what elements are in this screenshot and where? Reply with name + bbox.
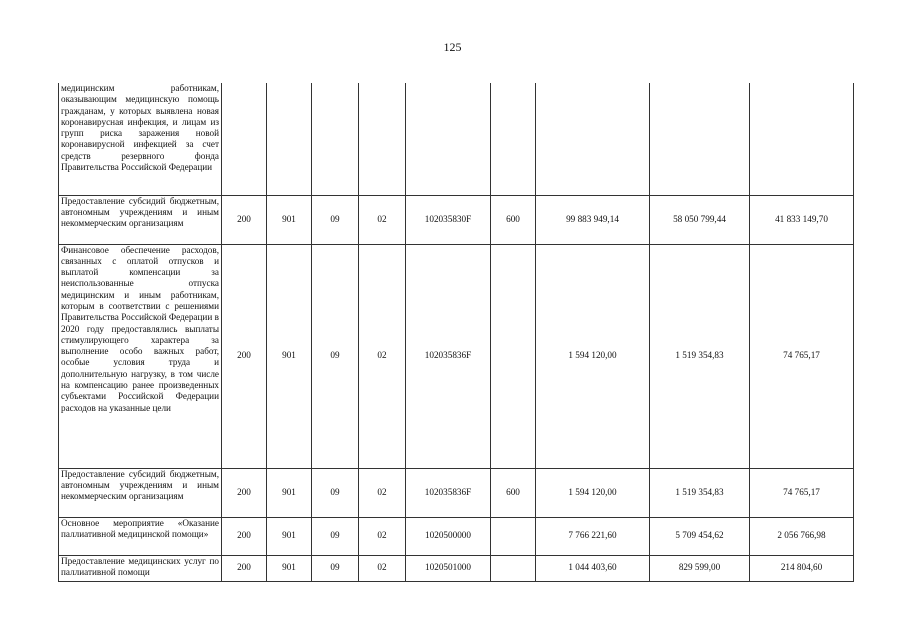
expense-type: 600 — [491, 195, 536, 244]
row-name: Предоставление медицинских услуг по паллиативной помощи — [59, 555, 222, 581]
sum-plan: 7 766 221,60 — [536, 517, 650, 555]
row-name: Основное мероприятие «Оказание паллиативной медицинской помощи» — [59, 517, 222, 555]
section-code — [312, 83, 359, 195]
sum-exec: 5 709 454,62 — [650, 517, 750, 555]
table-row — [59, 468, 854, 517]
section-code: 09 — [312, 244, 359, 468]
row-name: медицинским работникам, оказывающим медицинскую помощь гражданам, у которых выявлена новая коронавирусная инфекция, и лицам из групп риска заражения новой коронавирусной инфекцией за счет средств резервного фонда Правительства Российской Федерации — [59, 83, 222, 195]
dept-code: 901 — [267, 555, 312, 581]
row-name: Предоставление субсидий бюджетным, автономным учреждениям и иным некоммерческим организациям — [59, 468, 222, 517]
target-article: 1020501000 — [406, 555, 491, 581]
sum-diff: 41 833 149,70 — [750, 195, 854, 244]
expense-type — [491, 83, 536, 195]
sum-diff: 74 765,17 — [750, 244, 854, 468]
dept-code: 901 — [267, 195, 312, 244]
ministry-code: 200 — [222, 555, 267, 581]
section-code: 09 — [312, 517, 359, 555]
sum-plan: 1 594 120,00 — [536, 244, 650, 468]
dept-code: 901 — [267, 468, 312, 517]
ministry-code: 200 — [222, 468, 267, 517]
sum-plan: 1 594 120,00 — [536, 468, 650, 517]
subsection-code: 02 — [359, 517, 406, 555]
ministry-code: 200 — [222, 195, 267, 244]
sum-exec: 1 519 354,83 — [650, 468, 750, 517]
target-article — [406, 83, 491, 195]
sum-exec: 1 519 354,83 — [650, 244, 750, 468]
sum-exec: 829 599,00 — [650, 555, 750, 581]
table-row — [59, 83, 854, 195]
ministry-code: 200 — [222, 244, 267, 468]
sum-plan: 1 044 403,60 — [536, 555, 650, 581]
expense-type — [491, 244, 536, 468]
ministry-code: 200 — [222, 517, 267, 555]
table-row — [59, 555, 854, 581]
target-article: 102035830F — [406, 195, 491, 244]
subsection-code: 02 — [359, 244, 406, 468]
subsection-code: 02 — [359, 468, 406, 517]
dept-code: 901 — [267, 517, 312, 555]
sum-plan: 99 883 949,14 — [536, 195, 650, 244]
section-code: 09 — [312, 555, 359, 581]
sum-diff — [750, 83, 854, 195]
sum-exec: 58 050 799,44 — [650, 195, 750, 244]
target-article: 1020500000 — [406, 517, 491, 555]
table-row — [59, 244, 854, 468]
subsection-code: 02 — [359, 195, 406, 244]
target-article: 102035836F — [406, 244, 491, 468]
section-code: 09 — [312, 468, 359, 517]
dept-code: 901 — [267, 244, 312, 468]
sum-diff: 214 804,60 — [750, 555, 854, 581]
row-name: Финансовое обеспечение расходов, связанных с оплатой отпусков и выплатой компенсации за неиспользованные отпуска медицинским и иным работникам, которым в соответствии с решениями Правительства Российской Федерации в 2020 году предоставлялись выплаты стимулирующего характера за выполнение особо важных работ, особые условия труда и дополнительную нагрузку, в том числе на компенсацию ранее произведенных субъектами Российской Федерации расходов на указанные цели — [59, 244, 222, 468]
expense-type: 600 — [491, 468, 536, 517]
sum-plan — [536, 83, 650, 195]
row-name: Предоставление субсидий бюджетным, автономным учреждениям и иным некоммерческим организациям — [59, 195, 222, 244]
page-number: 125 — [443, 40, 462, 54]
expense-type — [491, 555, 536, 581]
table-row — [59, 517, 854, 555]
table-body — [59, 83, 854, 581]
sum-diff: 2 056 766,98 — [750, 517, 854, 555]
target-article: 102035836F — [406, 468, 491, 517]
budget-table — [58, 83, 854, 582]
dept-code — [267, 83, 312, 195]
subsection-code: 02 — [359, 555, 406, 581]
table-row — [59, 195, 854, 244]
expense-type — [491, 517, 536, 555]
sum-diff: 74 765,17 — [750, 468, 854, 517]
sum-exec — [650, 83, 750, 195]
subsection-code — [359, 83, 406, 195]
ministry-code — [222, 83, 267, 195]
section-code: 09 — [312, 195, 359, 244]
